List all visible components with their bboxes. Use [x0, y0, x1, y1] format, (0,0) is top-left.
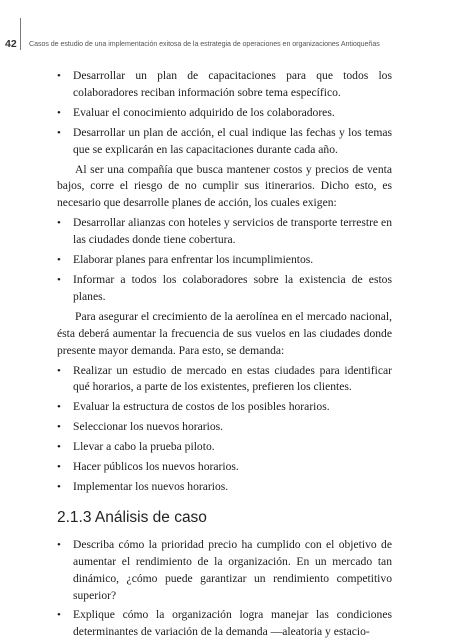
bullet-icon: • — [57, 609, 61, 622]
list-item-text: Implementar los nuevos horarios. — [73, 479, 229, 493]
list-item — [57, 125, 392, 159]
bullet-icon: • — [57, 480, 61, 493]
section-heading: 2.1.3 Análisis de caso — [57, 508, 207, 526]
list-item-text: Informar a todos los colaboradores sobre la existencia de estos planes. — [73, 272, 392, 303]
list-item — [57, 439, 392, 456]
list-item-text: Desarrollar un plan de acción, el cual indique las fechas y los temas que se explicarán en las capacitaciones durante cada año. — [73, 125, 392, 156]
list-item-text: Explique cómo la organización logra manejar las condiciones determinantes de variación de la demanda —aleatoria y estacio- — [73, 608, 392, 639]
bullet-icon: • — [57, 273, 61, 286]
list-item — [57, 459, 392, 476]
paragraph-growth: Para asegurar el crecimiento de la aerolínea en el mercado nacional, ésta deberá aumentar la frecuencia de sus vuelos en las ciudades donde presente mayor demanda. Para esto, se demanda: — [57, 309, 392, 357]
bullet-icon: • — [57, 364, 61, 377]
bullet-icon: • — [57, 441, 61, 454]
list-item — [57, 479, 392, 496]
list-item — [57, 419, 392, 436]
list-item — [57, 537, 392, 605]
page-number: 42 — [5, 38, 17, 50]
list-item-text: Describa cómo la prioridad precio ha cumplido con el objetivo de aumentar el rendimiento de la organización. En un mercado tan dinámico, ¿cómo puede garantizar un rendimiento competitivo superior? — [73, 537, 392, 602]
list-case-questions — [57, 537, 392, 641]
list-schedule-steps — [57, 363, 392, 496]
bullet-icon: • — [57, 461, 61, 474]
list-item-text: Evaluar la estructura de costos de los posibles horarios. — [73, 400, 330, 414]
list-item — [57, 607, 392, 641]
paragraph-action-plans: Al ser una compañía que busca mantener costos y precios de venta bajos, corre el riesgo de no cumplir sus itinerarios. Dicho esto, es necesario que desarrolle planes de acción, los cuales exigen: — [57, 162, 392, 210]
bullet-icon: • — [57, 401, 61, 414]
bullet-icon: • — [57, 126, 61, 139]
list-item — [57, 68, 392, 102]
bullet-icon: • — [57, 421, 61, 434]
list-action-plans — [57, 215, 392, 306]
list-item — [57, 252, 392, 269]
list-item — [57, 399, 392, 416]
page-body — [57, 68, 392, 644]
list-item — [57, 272, 392, 306]
bullet-icon: • — [57, 70, 61, 82]
list-item-text: Desarrollar un plan de capacitaciones para que todos los colaboradores reciban información sobre tema específico. — [73, 69, 392, 99]
bullet-icon: • — [57, 254, 61, 267]
list-training — [57, 68, 392, 159]
list-item — [57, 105, 392, 122]
list-item-text: Elaborar planes para enfrentar los incumplimientos. — [73, 253, 314, 267]
list-item — [57, 215, 392, 249]
list-item-text: Realizar un estudio de mercado en estas ciudades para identificar qué horarios, a parte de los existentes, prefieren los clientes. — [73, 363, 392, 394]
list-item-text: Evaluar el conocimiento adquirido de los colaboradores. — [73, 105, 335, 119]
bullet-icon: • — [57, 538, 61, 551]
list-item-text: Seleccionar los nuevos horarios. — [73, 420, 224, 434]
header-divider — [20, 18, 21, 50]
list-item — [57, 363, 392, 397]
list-item-text: Llevar a cabo la prueba piloto. — [73, 440, 215, 454]
list-item-text: Desarrollar alianzas con hoteles y servicios de transporte terrestre en las ciudades donde tiene cobertura. — [73, 216, 392, 247]
running-header — [0, 38, 453, 54]
bullet-icon: • — [57, 106, 61, 119]
bullet-icon: • — [57, 217, 61, 230]
running-title: Casos de estudio de una implementación exitosa de la estrategia de operaciones en organizaciones Antioqueñas — [29, 40, 380, 48]
list-item-text: Hacer públicos los nuevos horarios. — [73, 460, 239, 474]
